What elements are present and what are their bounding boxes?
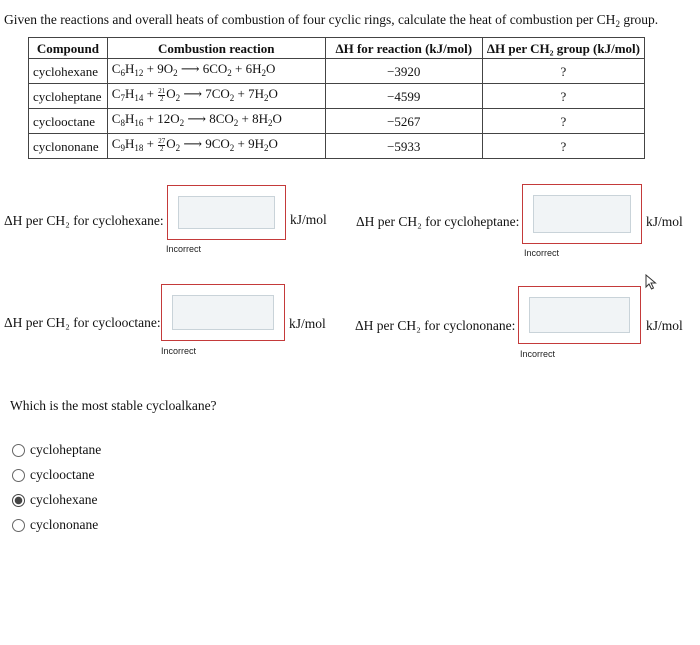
cyclononane-answer-input[interactable] xyxy=(529,297,630,333)
reaction-cell: $C_7H_{14}$ + $\frac{21}{2}$ $O_2$ ⟶ $7CO_2 + 7H_2O$ xyxy=(107,84,325,109)
option-label: cyclooctane xyxy=(30,467,95,482)
dh-cell: −3920 xyxy=(325,59,482,84)
radio-button[interactable] xyxy=(12,519,25,532)
cyclononane-answer-box xyxy=(518,286,641,344)
radio-button[interactable] xyxy=(12,444,25,457)
cyclohexane-answer-input[interactable] xyxy=(178,196,275,229)
dh-cell: −5267 xyxy=(325,109,482,134)
per-ch2-cell: ? xyxy=(482,109,644,134)
table-row xyxy=(29,59,645,84)
per-ch2-cell: ? xyxy=(482,59,644,84)
cyclooctane-answer-label: ΔH per CH₂ for cyclooctane: xyxy=(4,315,161,330)
cyclohexane-answer-box xyxy=(167,185,286,240)
cyclooctane-unit: kJ/mol xyxy=(289,316,326,331)
per-ch2-cell: ? xyxy=(482,84,644,109)
reaction-cell: $C_8H_{16} + 12O_2$ ⟶ $8CO_2 + 8H_2O$ xyxy=(107,109,325,134)
cycloheptane-feedback: Incorrect xyxy=(524,248,560,258)
header-dh: ΔH for reaction (kJ/mol) xyxy=(325,38,482,59)
header-per-ch2: ΔH per CH₂ group (kJ/mol) xyxy=(482,38,644,59)
cyclohexane-unit: kJ/mol xyxy=(290,212,327,227)
dh-cell: −4599 xyxy=(325,84,482,109)
radio-button[interactable] xyxy=(12,469,25,482)
compound-cell: cyclononane xyxy=(29,134,108,159)
option-label: cyclohexane xyxy=(30,492,98,507)
option-label: cycloheptane xyxy=(30,442,102,457)
radio-button-selected[interactable] xyxy=(12,494,25,507)
cyclooctane-answer-input[interactable] xyxy=(172,295,274,330)
mouse-pointer-icon xyxy=(645,274,657,290)
compound-cell: cyclooctane xyxy=(29,109,108,134)
option-cyclooctane[interactable] xyxy=(12,467,94,483)
option-cyclohexane[interactable] xyxy=(12,492,97,508)
cyclononane-unit: kJ/mol xyxy=(646,318,683,333)
table-header-row xyxy=(29,38,645,59)
option-cyclononane[interactable] xyxy=(12,517,98,533)
reaction-cell: $C_9H_{18}$ + $\frac{27}{2}$ $O_2$ ⟶ $9CO_2 + 9H_2O$ xyxy=(107,134,325,159)
cyclononane-answer-label: ΔH per CH₂ for cyclononane: xyxy=(355,318,516,333)
cyclohexane-answer-label: ΔH per CH₂ for cyclohexane: xyxy=(4,213,164,228)
instructions: Given the reactions and overall heats of combustion of four cyclic rings, calculate the heat of combustion per $CH_2$ group. xyxy=(4,12,659,29)
cyclohexane-feedback: Incorrect xyxy=(166,244,202,254)
compound-cell: cycloheptane xyxy=(29,84,108,109)
header-compound: Compound xyxy=(29,38,108,59)
table-row xyxy=(29,84,645,109)
cyclooctane-answer-box xyxy=(161,284,285,341)
cycloheptane-answer-label: ΔH per CH₂ for cycloheptane: xyxy=(356,214,520,229)
cyclooctane-feedback: Incorrect xyxy=(161,346,197,356)
cycloheptane-answer-input[interactable] xyxy=(533,195,631,233)
stability-question: Which is the most stable cycloalkane? xyxy=(10,398,217,413)
reaction-cell: $C_6H_{12} + 9O_2$ ⟶ $6CO_2 + 6H_2O$ xyxy=(107,59,325,84)
table-row xyxy=(29,109,645,134)
compound-cell: cyclohexane xyxy=(29,59,108,84)
header-reaction: Combustion reaction xyxy=(107,38,325,59)
cyclononane-feedback: Incorrect xyxy=(520,349,556,359)
per-ch2-cell: ? xyxy=(482,134,644,159)
option-label: cyclononane xyxy=(30,517,99,532)
table-row xyxy=(29,134,645,159)
cycloheptane-answer-box xyxy=(522,184,642,244)
reactions-table xyxy=(28,37,645,159)
option-cycloheptane[interactable] xyxy=(12,442,101,458)
dh-cell: −5933 xyxy=(325,134,482,159)
cycloheptane-unit: kJ/mol xyxy=(646,214,683,229)
